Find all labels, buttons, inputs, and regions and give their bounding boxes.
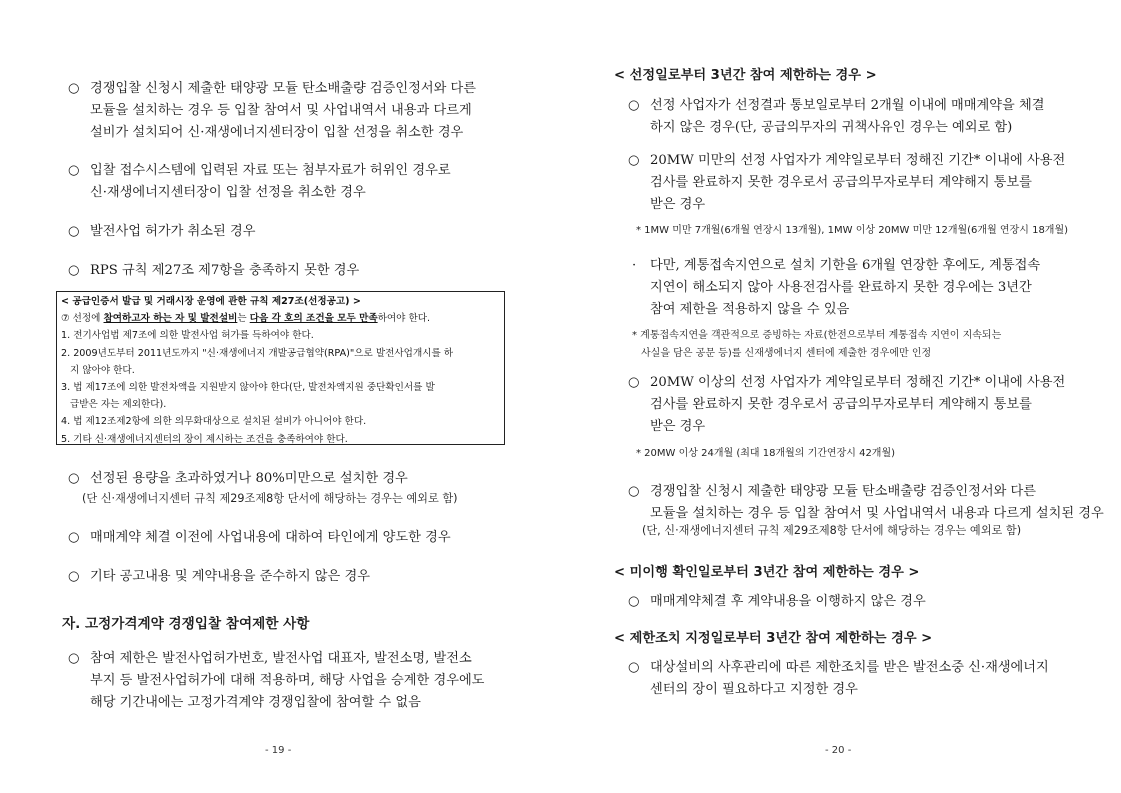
footnote: * 계통접속지연을 객관적으로 증빙하는 자료(한전으로부터 계통접속 지연이 지속되는: [632, 330, 1002, 341]
item-text: 받은 경우: [650, 419, 706, 434]
item-text: 입찰 접수시스템에 입력된 자료 또는 첨부자료가 허위인 경우로: [90, 163, 451, 178]
box-title: < 공급인증서 발급 및 거래시장 운영에 관한 규칙 제27조(선정공고) >: [61, 296, 361, 307]
box-line: 4. 법 제12조제2항에 의한 의무화대상으로 설치된 설비가 아니어야 한다.: [61, 416, 367, 428]
item-text: 20MW 이상의 선정 사업자가 계약일로부터 정해진 기간* 이내에 사용전: [650, 375, 1066, 390]
item-text: 참여 제한을 적용하지 않을 수 있음: [650, 302, 850, 317]
item-text: 대상설비의 사후관리에 따른 제한조치를 받은 발전소중 신·재생에너지: [650, 660, 1049, 675]
bullet-icon: ○: [68, 163, 80, 178]
item-subnote: (단, 신·재생에너지센터 규칙 제29조제8항 단서에 해당하는 경우는 예외로 함): [642, 524, 1022, 537]
item-text: 기타 공고내용 및 계약내용을 준수하지 않은 경우: [90, 569, 370, 584]
item-text: 받은 경우: [650, 197, 706, 212]
bullet-icon: ○: [628, 660, 640, 675]
bullet-icon: ○: [68, 81, 80, 96]
section-heading: < 제한조치 지정일로부터 3년간 참여 제한하는 경우 >: [614, 631, 933, 646]
page-number: - 19 -: [265, 745, 292, 756]
bullet-icon: ○: [68, 263, 80, 278]
item-text: 지연이 해소되지 않아 사용전검사를 완료하지 못한 경우에는 3년간: [650, 280, 1032, 295]
item-text: RPS 규칙 제27조 제7항을 충족하지 못한 경우: [90, 263, 360, 278]
item-text: 부지 등 발전사업허가에 대해 적용하며, 해당 사업을 승계한 경우에도: [90, 673, 485, 688]
bullet-icon: ·: [632, 258, 637, 273]
item-text: 발전사업 허가가 취소된 경우: [90, 224, 256, 239]
section-heading: < 선정일로부터 3년간 참여 제한하는 경우 >: [614, 68, 877, 83]
box-line: 5. 기타 신·재생에너지센터의 장이 제시하는 조건을 충족하여야 한다.: [61, 433, 348, 445]
page-number: - 20 -: [825, 745, 852, 756]
box-line: 3. 법 제17조에 의한 발전차액을 지원받지 않아야 한다(단, 발전차액지원 중단확인서를 발: [61, 382, 435, 394]
item-text: 하지 않은 경우(단, 공급의무자의 귀책사유인 경우는 예외로 함): [650, 120, 1013, 135]
bullet-icon: ○: [68, 224, 80, 239]
item-text: 다만, 계통접속지연으로 설치 기한을 6개월 연장한 후에도, 계통접속: [650, 258, 1041, 273]
bullet-icon: ○: [68, 651, 80, 666]
item-text: 선정된 용량을 초과하였거나 80%미만으로 설치한 경우: [90, 471, 408, 486]
footnote: * 20MW 이상 24개월 (최대 18개월의 기간연장시 42개월): [636, 448, 896, 459]
item-text: 해당 기간내에는 고정가격계약 경쟁입찰에 참여할 수 없음: [90, 695, 421, 710]
item-text: 참여 제한은 발전사업허가번호, 발전사업 대표자, 발전소명, 발전소: [90, 651, 472, 666]
item-text: 검사를 완료하지 못한 경우로서 공급의무자로부터 계약해지 통보를: [650, 175, 1032, 190]
bullet-icon: ○: [68, 530, 80, 545]
item-text: 모듈을 설치하는 경우 등 입찰 참여서 및 사업내역서 내용과 다르게: [90, 103, 472, 118]
bullet-icon: ○: [68, 471, 80, 486]
item-subnote: (단 신·재생에너지센터 규칙 제29조제8항 단서에 해당하는 경우는 예외로 함): [82, 492, 458, 505]
regulation-box: [56, 291, 505, 445]
item-text: 모듈을 설치하는 경우 등 입찰 참여서 및 사업내역서 내용과 다르게 설치된 경우: [650, 506, 1104, 521]
section-heading: < 미이행 확인일로부터 3년간 참여 제한하는 경우 >: [614, 565, 920, 580]
item-text: 매매계약체결 후 계약내용을 이행하지 않은 경우: [650, 594, 926, 609]
bullet-icon: ○: [628, 98, 640, 113]
item-text: 검사를 완료하지 못한 경우로서 공급의무자로부터 계약해지 통보를: [650, 397, 1032, 412]
item-text: 경쟁입찰 신청시 제출한 태양광 모듈 탄소배출량 검증인정서와 다른: [650, 484, 1037, 499]
item-text: 센터의 장이 필요하다고 지정한 경우: [650, 682, 858, 697]
item-text: 경쟁입찰 신청시 제출한 태양광 모듈 탄소배출량 검증인정서와 다른: [90, 81, 477, 96]
box-line: ⑦ 선정에 참여하고자 하는 자 및 발전설비는 다음 각 호의 조건을 모두 만족하여야 한다.: [61, 313, 431, 325]
box-line: 1. 전기사업법 제7조에 의한 발전사업 허가를 득하여야 한다.: [61, 330, 314, 342]
bullet-icon: ○: [628, 484, 640, 499]
item-text: 설비가 설치되어 신·재생에너지센터장이 입찰 선정을 취소한 경우: [90, 125, 464, 140]
item-text: 신·재생에너지센터장이 입찰 선정을 취소한 경우: [90, 185, 366, 200]
footnote: 사실을 담은 공문 등)를 신재생에너지 센터에 제출한 경우에만 인정: [641, 348, 932, 359]
box-line: 지 않아야 한다.: [70, 364, 135, 376]
bullet-icon: ○: [68, 569, 80, 584]
bullet-icon: ○: [628, 153, 640, 168]
footnote: * 1MW 미만 7개월(6개월 연장시 13개월), 1MW 이상 20MW 미만 12개월(6개월 연장시 18개월): [636, 225, 1069, 236]
bullet-icon: ○: [628, 375, 640, 390]
item-text: 선정 사업자가 선정결과 통보일로부터 2개월 이내에 매매계약을 체결: [650, 98, 1045, 113]
box-line: 급받은 자는 제외한다).: [70, 399, 167, 411]
item-text: 매매계약 체결 이전에 사업내용에 대하여 타인에게 양도한 경우: [90, 530, 451, 545]
item-text: 20MW 미만의 선정 사업자가 계약일로부터 정해진 기간* 이내에 사용전: [650, 153, 1066, 168]
box-line: 2. 2009년도부터 2011년도까지 "신·재생에너지 개발공급협약(RPA)"으로 발전사업개시를 하: [61, 347, 454, 359]
bullet-icon: ○: [628, 594, 640, 609]
section-title: 자. 고정가격계약 경쟁입찰 참여제한 사항: [62, 616, 310, 632]
